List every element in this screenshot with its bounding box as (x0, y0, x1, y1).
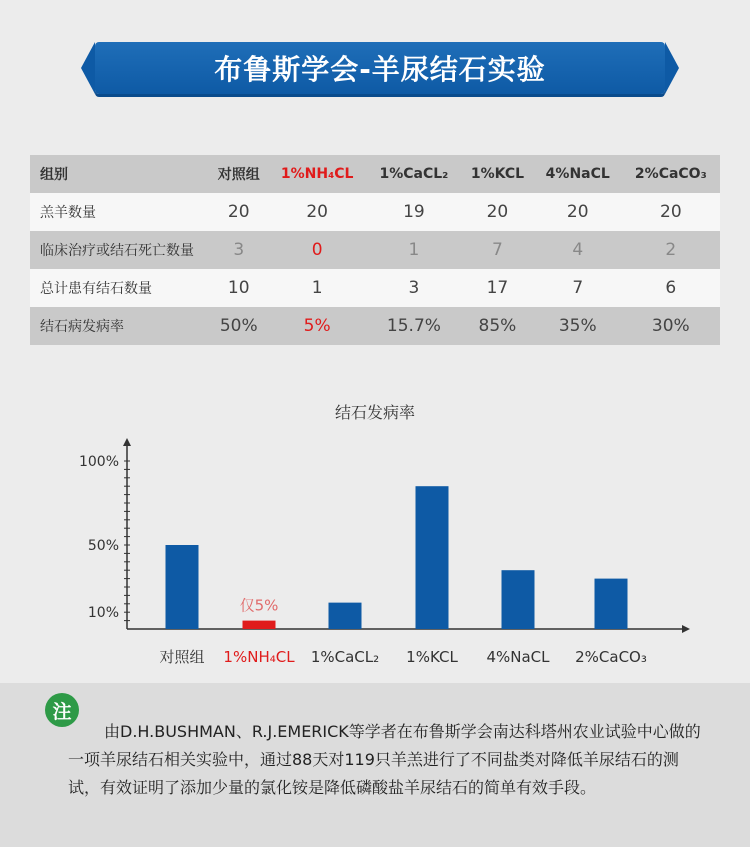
table-row (30, 307, 720, 345)
column-header: 1%CaCL₂ (367, 155, 461, 193)
bar (329, 603, 362, 629)
table-cell: 1 (268, 269, 367, 307)
table-row (30, 231, 720, 269)
column-header: 对照组 (210, 155, 268, 193)
table-cell: 7 (461, 231, 534, 269)
results-table (30, 155, 720, 345)
chart-title: 结石发病率 (334, 403, 415, 422)
table-cell: 19 (367, 193, 461, 231)
x-tick-label: 对照组 (159, 648, 205, 666)
bar (595, 579, 628, 629)
row-label: 羔羊数量 (30, 193, 210, 231)
table-cell: 3 (367, 269, 461, 307)
table-header-row (30, 155, 720, 193)
table-cell: 20 (268, 193, 367, 231)
table-cell: 4 (534, 231, 622, 269)
data-annotation: 仅5% (239, 596, 279, 615)
bar (416, 486, 449, 629)
bar (243, 621, 276, 629)
x-tick-label: 1%KCL (406, 648, 458, 666)
table-cell: 35% (534, 307, 622, 345)
table-cell: 6 (622, 269, 720, 307)
header (0, 0, 750, 110)
y-tick-label: 10% (87, 605, 119, 622)
table-cell: 10 (210, 269, 268, 307)
table-cell: 20 (622, 193, 720, 231)
table-cell: 5% (268, 307, 367, 345)
row-label: 结石病发病率 (30, 307, 210, 345)
y-tick-label: 100% (78, 454, 119, 470)
note-badge: 注 (45, 693, 79, 727)
table-cell: 20 (534, 193, 622, 231)
table-cell: 0 (268, 231, 367, 269)
table-cell: 1 (367, 231, 461, 269)
column-header: 1%NH₄CL (268, 155, 367, 193)
x-tick-label: 1%CaCL₂ (310, 648, 380, 666)
column-header: 2%CaCO₃ (622, 155, 720, 193)
bar-chart (0, 430, 750, 675)
x-tick-label: 1%NH₄CL (223, 648, 295, 666)
table-cell: 50% (210, 307, 268, 345)
column-header: 4%NaCL (534, 155, 622, 193)
table-cell: 30% (622, 307, 720, 345)
row-label: 总计患有结石数量 (30, 269, 210, 307)
column-header: 1%KCL (461, 155, 534, 193)
table-cell: 20 (210, 193, 268, 231)
table-cell: 17 (461, 269, 534, 307)
table-row (30, 269, 720, 307)
y-tick-label: 50% (87, 538, 119, 554)
table-cell: 15.7% (367, 307, 461, 345)
y-axis-arrow (123, 438, 131, 446)
x-tick-label: 2%CaCO₃ (575, 648, 647, 666)
table-cell: 7 (534, 269, 622, 307)
page-title: 布鲁斯学会-羊尿结石实验 (95, 42, 665, 94)
table-cell: 85% (461, 307, 534, 345)
table-cell: 20 (461, 193, 534, 231)
column-header: 组别 (30, 155, 210, 193)
table-row (30, 193, 720, 231)
x-axis-arrow (682, 625, 690, 633)
bar (166, 545, 199, 629)
bar (502, 570, 535, 629)
table-cell: 3 (210, 231, 268, 269)
row-label: 临床治疗或结石死亡数量 (30, 231, 210, 269)
note-text: 由D.H.BUSHMAN、R.J.EMERICK等学者在布鲁斯学会南达科塔州农业试验中心做的一项羊尿结石相关实验中，通过88天对119只羊羔进行了不同盐类对降低羊尿结石的测试，有效证明了添加少量的氯化铵是降低磷酸盐羊尿结石的简单有效手段。 (68, 722, 701, 797)
x-tick-label: 4%NaCL (486, 648, 550, 666)
table-cell: 2 (622, 231, 720, 269)
